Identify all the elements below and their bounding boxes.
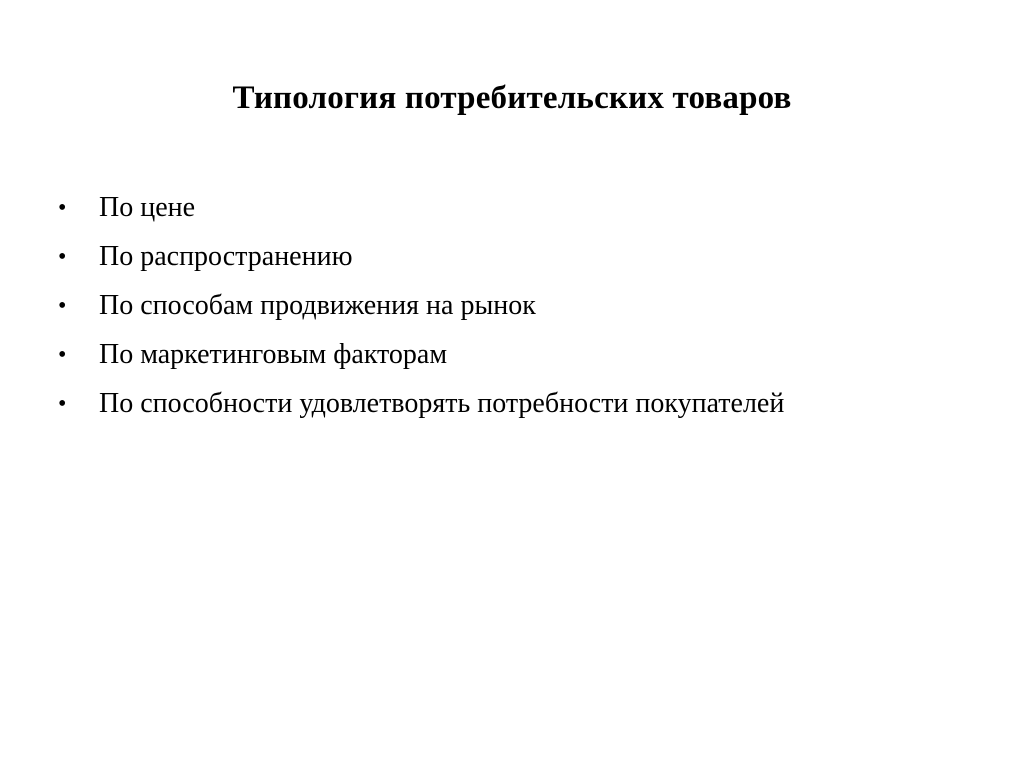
bullet-icon: •	[58, 244, 67, 270]
bullet-icon: •	[58, 195, 67, 221]
bullet-icon: •	[58, 293, 67, 319]
list-item	[58, 333, 998, 382]
bullet-icon: •	[58, 391, 67, 417]
bullet-icon: •	[58, 342, 67, 368]
list-item-text: По цене	[99, 192, 196, 223]
list-item	[58, 382, 998, 431]
list-item-text: По распространению	[99, 241, 353, 272]
list-item-text: По маркетинговым факторам	[99, 339, 448, 370]
list-item	[58, 284, 998, 333]
list-item-text: По способам продвижения на рынок	[99, 290, 536, 321]
list-item-text: По способности удовлетворять потребности покупателей	[99, 388, 785, 419]
list-item	[58, 235, 998, 284]
bullet-list	[58, 186, 998, 431]
slide-title: Типология потребительских товаров	[232, 80, 792, 116]
list-item	[58, 186, 998, 235]
